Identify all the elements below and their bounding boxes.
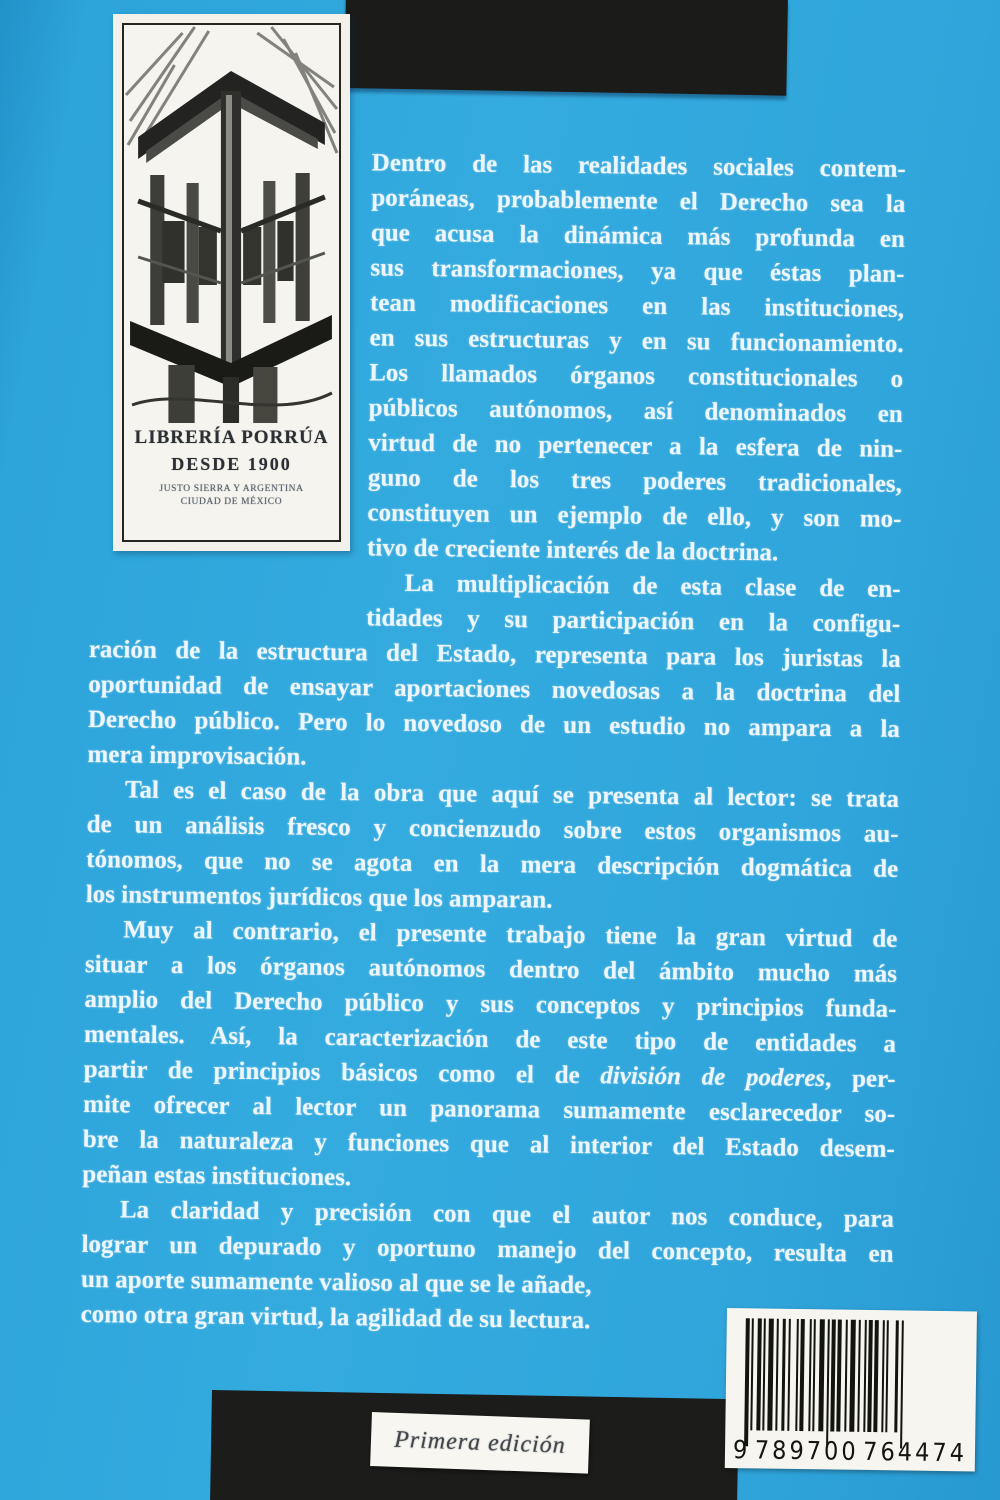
barcode-bar: [812, 1319, 816, 1431]
barcode-bar: [894, 1320, 899, 1432]
barcode-bar: [857, 1320, 861, 1432]
body-line: Los llamados órganos constitucionales o: [369, 359, 904, 393]
barcode-bar: [800, 1319, 805, 1431]
blurb-wide-column: [80, 632, 900, 1342]
body-line: Dentro de las realidades sociales contem-: [371, 149, 906, 183]
publisher-address-line2: CIUDAD DE MÉXICO: [180, 497, 283, 507]
body-line: Derecho público. Pero lo novedoso de un estudio no ampara a la: [87, 705, 901, 743]
body-line: en sus estructuras y en su funcionamiento.: [369, 324, 904, 358]
barcode-bar: [830, 1319, 835, 1431]
body-line: tean modificaciones en las instituciones,: [369, 289, 905, 323]
blurb-narrow-column: [366, 145, 906, 641]
barcode-bar: [781, 1319, 786, 1431]
body-line: La multiplicación de esta clase de en-: [404, 569, 901, 603]
top-black-band: [344, 0, 788, 96]
barcode-bar: [826, 1319, 830, 1447]
edition-label-text: Primera edición: [393, 1426, 567, 1459]
barcode-digit-group-1: 9: [732, 1435, 751, 1465]
barcode-bar: [787, 1319, 791, 1431]
body-line: como otra gran virtud, la agilidad de su lectura.: [80, 1300, 591, 1335]
body-line: oportunidad de ensayar aportaciones novedosas a la doctrina del: [88, 670, 901, 708]
edition-label: [370, 1412, 590, 1474]
back-cover-blurb: [80, 142, 906, 1342]
isbn-barcode: [725, 1308, 977, 1471]
body-line: que acusa la dinámica más profunda en: [370, 219, 906, 253]
body-line: mera improvisación.: [87, 740, 307, 771]
body-line: tidades y su participación en la configu-: [366, 604, 901, 638]
barcode-digits: [733, 1434, 967, 1467]
body-line: constituyen un ejemplo de ello, y son mo-: [367, 499, 902, 533]
barcode-bar: [775, 1319, 779, 1431]
barcode-bar: [757, 1318, 762, 1430]
publisher-name: LIBRERÍA PORRÚA: [134, 427, 329, 448]
barcode-bar: [882, 1320, 886, 1432]
barcode-bar: [744, 1318, 749, 1446]
body-line: Muy al contrario, el presente trabajo tiene la gran virtud de: [123, 916, 898, 953]
body-line: tónomos, que no se agota en la mera descripción dogmática de: [86, 845, 899, 883]
barcode-bar: [808, 1319, 812, 1431]
barcode-bars: [742, 1318, 960, 1449]
body-line: los instrumentos jurídicos que los amparan.: [85, 880, 553, 914]
body-line: situar a los órganos autónomos dentro del ámbito mucho más: [84, 950, 898, 988]
barcode-bar: [818, 1319, 825, 1431]
body-line: públicos autónomos, así denominados en: [368, 394, 903, 428]
barcode-bar: [763, 1319, 767, 1431]
body-line: partir de principios básicos como el de división de poderes, per-: [83, 1055, 896, 1093]
body-line: tivo de creciente interés de la doctrina.: [366, 534, 779, 567]
body-line: sus transformaciones, ya que éstas plan-: [370, 254, 905, 288]
body-line: de un análisis fresco y concienzudo sobre estos organismos au-: [86, 810, 899, 848]
barcode-bar: [873, 1320, 878, 1432]
publisher-since: DESDE 1900: [171, 454, 292, 474]
body-line: Tal es el caso de la obra que aquí se presenta al lector: se trata: [124, 776, 900, 813]
body-line: amplio del Derecho público y sus conceptos y principios funda-: [84, 985, 897, 1023]
body-line: peñan estas instituciones.: [82, 1160, 352, 1192]
barcode-bar: [863, 1320, 867, 1432]
barcode-bar: [900, 1320, 904, 1448]
barcode-bar: [849, 1320, 856, 1432]
body-line: virtud de no pertenecer a la esfera de nin-: [368, 429, 903, 463]
body-line: guno de los tres poderes tradicionales,: [367, 464, 903, 498]
barcode-bar: [867, 1320, 872, 1432]
body-line: lograr un depurado y oportuno manejo del concepto, resulta en: [81, 1230, 894, 1268]
barcode-bar: [845, 1320, 849, 1432]
barcode-bar: [837, 1320, 842, 1432]
body-line: mite ofrecer al lector un panorama sumamente esclarecedor so-: [83, 1090, 896, 1128]
body-line: poráneas, probablemente el Derecho sea la: [371, 184, 906, 218]
body-line: mentales. Así, la caracterización de este tipo de entidades a: [83, 1020, 897, 1058]
body-line: bre la naturaleza y funciones que al interior del Estado desem-: [82, 1125, 895, 1163]
barcode-bar: [750, 1318, 754, 1430]
publisher-address-line1: JUSTO SIERRA Y ARGENTINA: [159, 484, 304, 494]
barcode-digit-group-3: 764474: [862, 1436, 968, 1468]
barcode-digit-group-2: 789700: [754, 1435, 859, 1466]
barcode-bar: [767, 1319, 774, 1431]
body-line: un aporte sumamente valioso al que se le añade,: [80, 1265, 592, 1300]
barcode-bar: [886, 1320, 890, 1432]
barcode-bar: [796, 1319, 800, 1431]
body-line: La claridad y precisión con que el autor nos conduce, para: [119, 1196, 895, 1233]
body-line: ración de la estructura del Estado, representa para los juristas la: [88, 635, 901, 673]
